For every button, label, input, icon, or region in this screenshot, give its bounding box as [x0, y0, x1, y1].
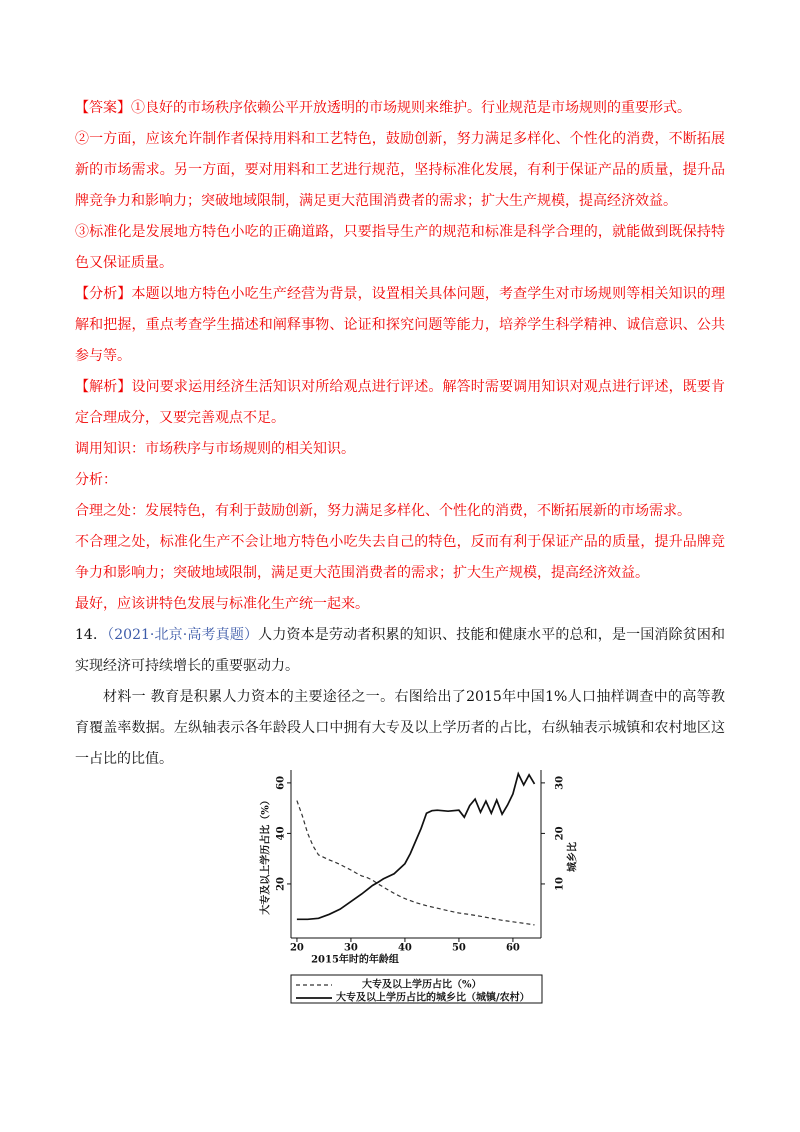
analysis-line-1: 【分析】本题以地方特色小吃生产经营为背景，设置相关具体问题，考查学生对市场规则等相关知识的理: [75, 286, 725, 302]
right-y-tick-label-20: 20: [554, 826, 566, 841]
left-y-tick-label-40: 40: [275, 826, 287, 841]
answer-line-4: 牌竞争力和影响力；突破地域限制，满足更大范围消费者的需求；扩大生产规模，提高经济效益。: [75, 193, 677, 209]
material-line-3: 一占比的比值。: [75, 751, 173, 767]
answer-line-5: ③标准化是发展地方特色小吃的正确道路，只要指导生产的规范和标准是科学合理的，就能做到既保持特: [75, 224, 725, 240]
question-line-2: 实现经济可持续增长的重要驱动力。: [75, 658, 299, 674]
explanation-line-5: 合理之处：发展特色，有利于鼓励创新，努力满足多样化、个性化的消费，不断拓展新的市场需求。: [75, 503, 691, 519]
question-source-tag: （2021·北京·高考真题）: [107, 627, 259, 643]
x-tick-label-30: 30: [343, 942, 358, 954]
right-y-axis-title: 城乡比: [567, 842, 579, 872]
answer-line-2: ②一方面，应该允许制作者保持用料和工艺特色，鼓励创新，努力满足多样化、个性化的消费，不断拓展: [75, 131, 725, 147]
answer-line-1: 【答案】①良好的市场秩序依赖公平开放透明的市场规则来维护。行业规范是市场规则的重要形式。: [75, 100, 691, 116]
right-y-tick-label-10: 10: [554, 876, 566, 891]
explanation-line-4: 分析：: [75, 472, 117, 488]
material-line-1: 材料一 教育是积累人力资本的主要途径之一。右图给出了2015年中国1%人口抽样调查中的高等教: [103, 689, 725, 705]
question-line-1: [75, 624, 725, 646]
x-tick-label-50: 50: [451, 942, 466, 954]
left-y-tick-label-60: 60: [275, 775, 287, 790]
explanation-line-1: 【解析】设问要求运用经济生活知识对所给观点进行评述。解答时需要调用知识对观点进行评述，既要肯: [75, 379, 725, 395]
explanation-line-2: 定合理成分，又要完善观点不足。: [75, 410, 285, 426]
series-line-urban-rural-ratio: [297, 774, 535, 920]
left-y-axis-title: 大专及以上学历占比（%）: [260, 795, 272, 915]
answer-line-3: 新的市场需求。另一方面，要对用料和工艺进行规范，坚持标准化发展，有利于保证产品的质量，提升品: [75, 162, 725, 178]
axis-ticks: [276, 776, 566, 954]
question-stem-part-1: 人力资本是劳动者积累的知识、技能和健康水平的总和，是一国消除贫困和: [258, 627, 725, 643]
explanation-line-6: 不合理之处，标准化生产不会让地方特色小吃失去自己的特色，反而有利于保证产品的质量，提升品牌竞: [75, 534, 725, 550]
left-y-tick-label-20: 20: [275, 876, 287, 891]
education-chart: [250, 760, 590, 1010]
explanation-line-7: 争力和影响力；突破地域限制，满足更大范围消费者的需求；扩大生产规模，提高经济效益。: [75, 565, 649, 581]
analysis-line-2: 解和把握，重点考查学生描述和阐释事物、论证和探究问题等能力，培养学生科学精神、诚信意识、公共: [75, 317, 725, 333]
x-tick-label-40: 40: [397, 942, 412, 954]
explanation-line-3: 调用知识：市场秩序与市场规则的相关知识。: [75, 441, 355, 457]
analysis-line-3: 参与等。: [75, 348, 131, 364]
x-axis-title: 2015年时的年龄组: [311, 954, 399, 966]
explanation-line-8: 最好，应该讲特色发展与标准化生产统一起来。: [75, 596, 369, 612]
material-line-2: 育覆盖率数据。左纵轴表示各年龄段人口中拥有大专及以上学历者的占比，右纵轴表示城镇和农村地区这: [75, 720, 725, 736]
legend-label-education-share: 大专及以上学历占比（%）: [362, 979, 482, 991]
x-tick-label-60: 60: [505, 942, 520, 954]
x-tick-label-20: 20: [289, 942, 304, 954]
legend-label-urban-rural-ratio: 大专及以上学历占比的城乡比（城镇/农村）: [336, 992, 530, 1004]
question-number: 14．: [75, 627, 108, 643]
series-line-education-share: [297, 801, 535, 925]
legend: [291, 975, 542, 1004]
right-y-tick-label-30: 30: [554, 775, 566, 790]
answer-line-6: 色又保证质量。: [75, 255, 173, 271]
